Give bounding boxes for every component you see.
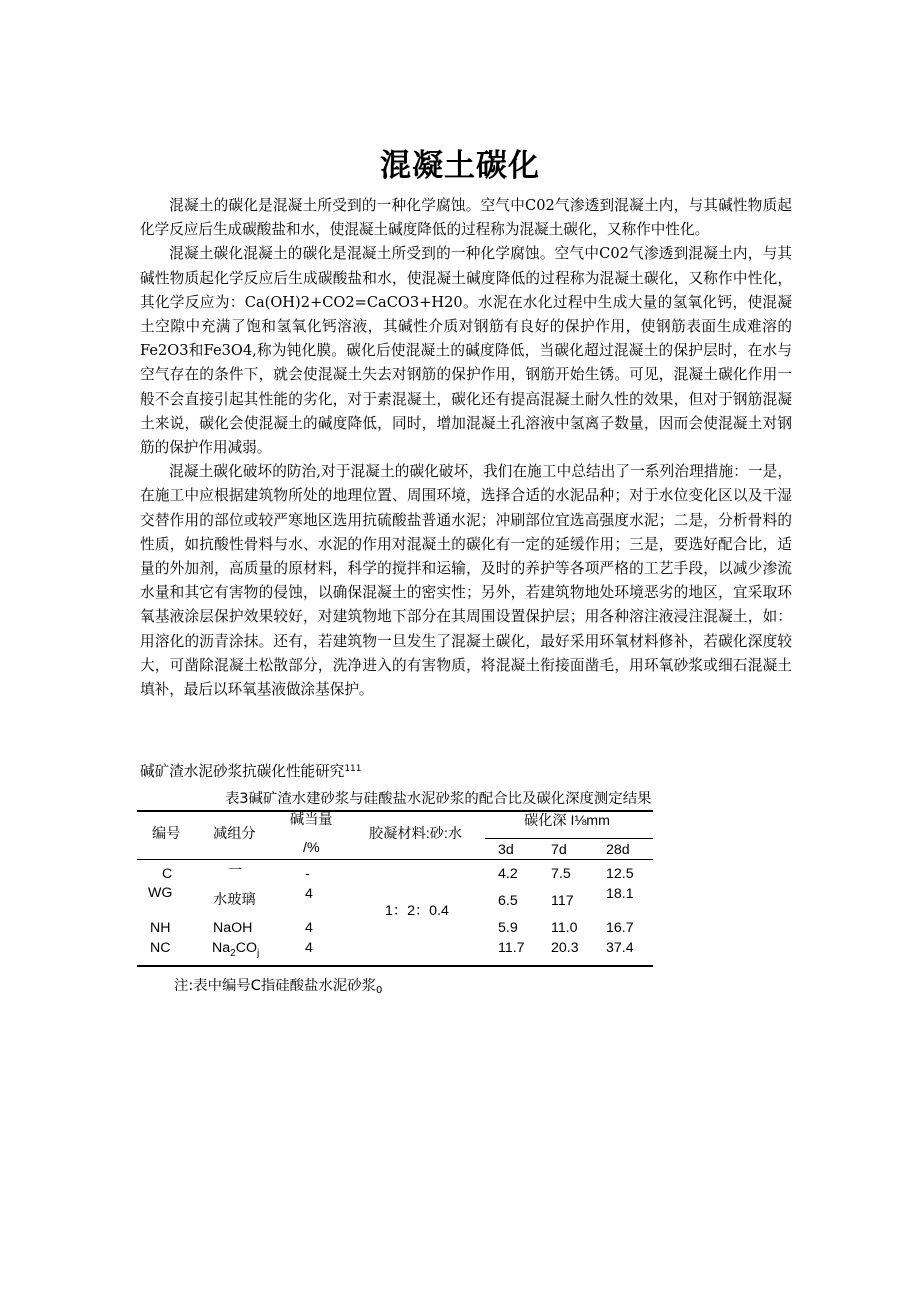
table-bottom-rule (137, 965, 653, 967)
row-reducer: 水玻璃 (213, 892, 256, 908)
table-header-rule (137, 859, 653, 860)
header-depth: 碳化深 I⅛mm (524, 813, 610, 829)
ratio-value: 1：2：0.4 (385, 903, 449, 919)
row-alkali: 4 (305, 920, 313, 936)
row-alkali: - (305, 866, 310, 882)
row-28d: 18.1 (606, 886, 634, 902)
reference-mark: 111 (344, 764, 362, 774)
header-alkali-unit: /% (303, 840, 320, 856)
body-text (140, 194, 792, 702)
paragraph: 混凝土的碳化是混凝土所受到的一种化学腐蚀。空气中C02气渗透到混凝土内，与其碱性物质起化学反应后生成碳酸盐和水，使混凝土碱度降低的过程称为混凝土碳化，又称作中性化。 (140, 197, 792, 239)
table-subheader-rule (485, 838, 653, 839)
row-7d: 20.3 (551, 940, 579, 956)
section-heading (140, 760, 362, 781)
table-caption: 表3碱矿渣水建砂浆与硅酸盐水泥砂浆的配合比及碳化深度测定结果 (225, 791, 652, 807)
header-28d: 28d (606, 842, 630, 858)
row-alkali: 4 (305, 940, 313, 956)
row-28d: 16.7 (606, 920, 634, 936)
row-7d: 117 (551, 893, 574, 909)
header-3d: 3d (498, 842, 514, 858)
reducer-part: Na (212, 940, 231, 956)
table-note (174, 974, 382, 996)
header-7d: 7d (551, 842, 567, 858)
row-7d: 7.5 (551, 866, 571, 882)
table-note-tail: 0 (375, 985, 383, 996)
paragraph: 混凝土碳化破坏的防治,对于混凝土的碳化破坏，我们在施工中总结出了一系列治理措施：一是，在施工中应根据建筑物所处的地理位置、周围环境，选择合适的水泥品种；对于水位变化区以及干湿交替作用的部位或较严寒地区选用抗硫酸盐普通水泥；冲刷部位宜选高强度水泥；二是，分析骨料的性质，如抗酸性骨料与水、水泥的作用对混凝土的碳化有一定的延缓作用；三是，要选好配合比，适量的外加剂，高质量的原材料，科学的搅拌和运输，及时的养护等各项严格的工艺手段，以减少渗流水量和其它有害物的侵蚀，以确保混凝土的密实性；另外，若建筑物地处环境恶劣的地区，宜采取环氧基液涂层保护效果较好，对建筑物地下部分在其周围设置保护层；用各种溶注液浸注混凝土，如：用溶化的沥青涂抹。还有，若建筑物一旦发生了混凝土碳化，最好采用环氧材料修补，若碳化深度较大，可凿除混凝土松散部分，洗净进入的有害物质，将混凝土衔接面凿毛，用环氧砂浆或细石混凝土填补，最后以环氧基液做涂基保护。 (140, 463, 792, 699)
row-7d: 11.0 (551, 920, 578, 936)
row-28d: 12.5 (606, 866, 634, 882)
row-id: NH (150, 920, 171, 936)
row-id: WG (148, 885, 173, 901)
row-3d: 11.7 (498, 940, 525, 956)
row-reducer: NaOH (213, 920, 253, 936)
row-alkali: 4 (305, 886, 313, 902)
row-3d: 6.5 (498, 893, 518, 909)
section-heading-text: 碱矿渣水泥砂浆抗碳化性能研究 (140, 763, 345, 780)
reducer-subscript: 2 (230, 947, 236, 959)
header-reducer: 减组分 (213, 826, 256, 842)
row-28d: 37.4 (606, 940, 634, 956)
row-3d: 5.9 (498, 920, 518, 936)
header-alkali: 碱当量 (290, 812, 333, 828)
table-note-text: 注:表中编号C指硅酸盐水泥砂浆 (174, 978, 376, 994)
row-reducer (212, 939, 259, 963)
header-id: 编号 (152, 826, 181, 842)
reducer-subscript: j (256, 947, 260, 959)
row-3d: 4.2 (498, 866, 518, 882)
row-reducer: 一 (228, 863, 243, 879)
reducer-part: CO (235, 940, 257, 956)
row-id: C (162, 866, 173, 882)
paragraph: 混凝土碳化混凝土的碳化是混凝土所受到的一种化学腐蚀。空气中C02气渗透到混凝土内，与其碱性物质起化学反应后生成碳酸盐和水，使混凝土碱度降低的过程称为混凝土碳化，又称作中性化，其化学反应为：Ca(OH)2+CO2=CaCO3+H20。水泥在水化过程中生成大量的氢氧化钙，使混凝土空隙中充满了饱和氢氧化钙溶液，其碱性介质对钢筋有良好的保护作用，使钢筋表面生成难溶的Fe2O3和Fe3O4,称为钝化膜。碳化后使混凝土的碱度降低，当碳化超过混凝土的保护层时，在水与空气存在的条件下，就会使混凝土失去对钢筋的保护作用，钢筋开始生锈。可见，混凝土碳化作用一般不会直接引起其性能的劣化，对于素混凝土，碳化还有提高混凝土耐久性的效果，但对于钢筋混凝土来说，碳化会使混凝土的碱度降低，同时，增加混凝土孔溶液中氢离子数量，因而会使混凝土对钢筋的保护作用减弱。 (140, 245, 792, 457)
header-ratio: 胶凝材料:砂:水 (369, 826, 463, 842)
page-title: 混凝土碳化 (380, 148, 540, 184)
row-id: NC (150, 940, 171, 956)
